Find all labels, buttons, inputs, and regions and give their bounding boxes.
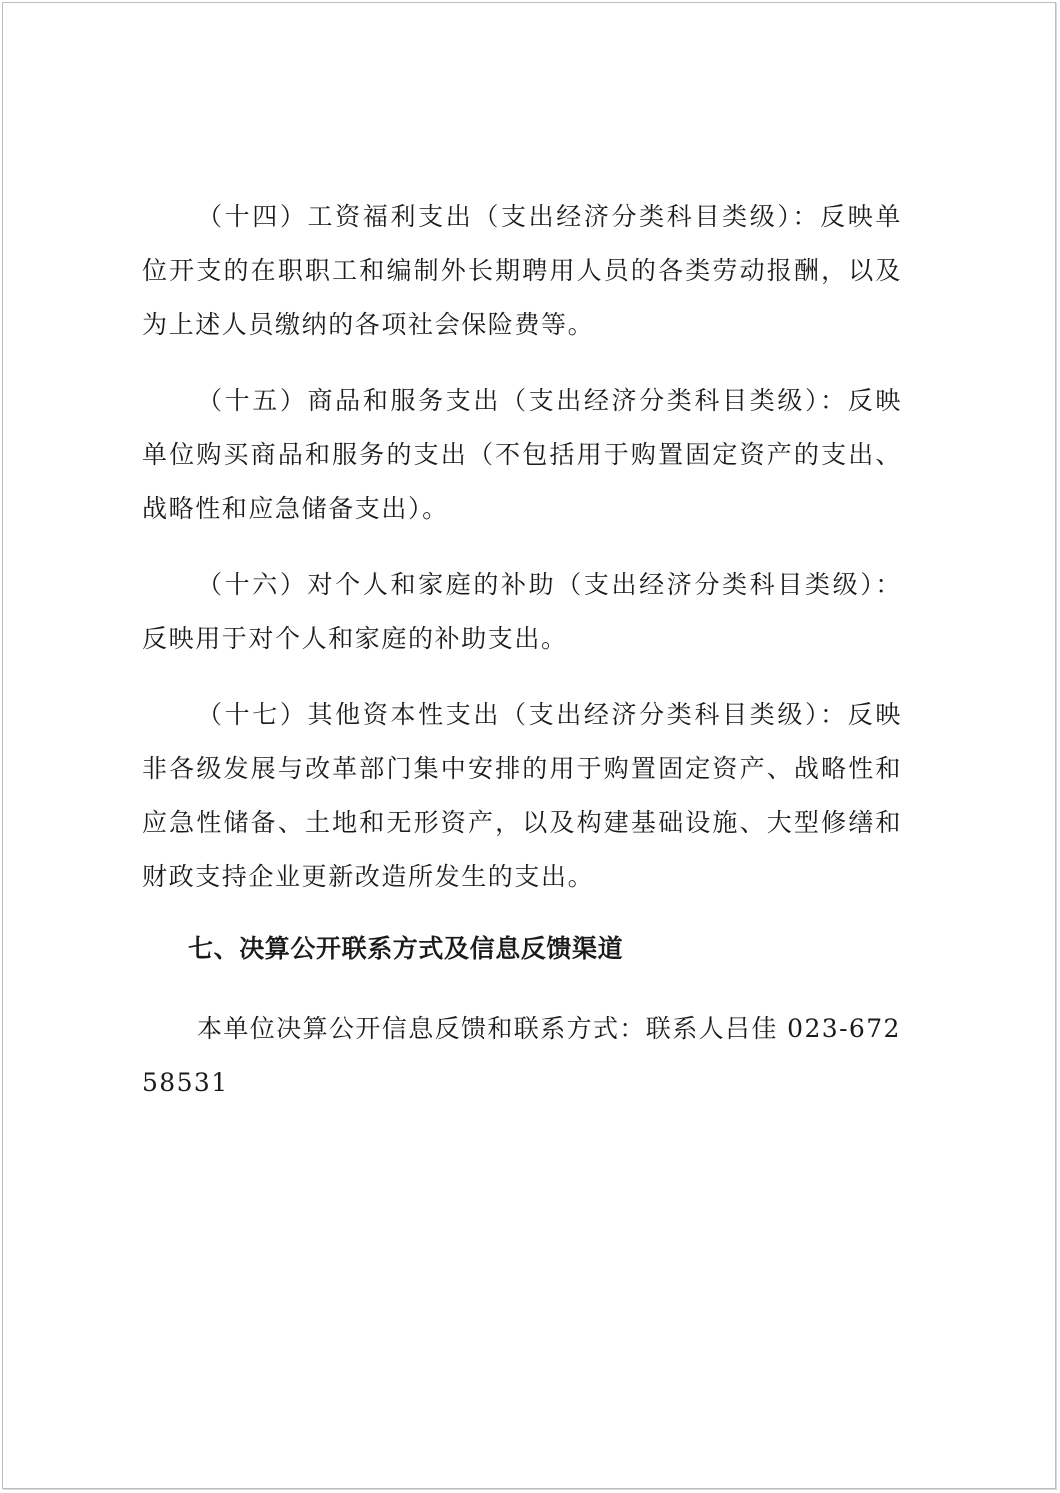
document-body <box>142 190 902 1135</box>
section-heading-contact: 七、决算公开联系方式及信息反馈渠道 <box>188 934 624 963</box>
paragraph-17-other-capital: （十七）其他资本性支出（支出经济分类科目类级）：反映非各级发展与改革部门集中安排的用于购置固定资产、战略性和应急性储备、土地和无形资产，以及构建基础设施、大型修缮和财政支持企业更新改造所发生的支出。 <box>142 700 902 891</box>
paragraph-14-wages-benefits: （十四）工资福利支出（支出经济分类科目类级）：反映单位开支的在职职工和编制外长期聘用人员的各类劳动报酬，以及为上述人员缴纳的各项社会保险费等。 <box>142 202 902 339</box>
paragraph-16-household-subsidies: （十六）对个人和家庭的补助（支出经济分类科目类级）：反映用于对个人和家庭的补助支出。 <box>142 570 902 653</box>
paragraph-15-goods-services: （十五）商品和服务支出（支出经济分类科目类级）：反映单位购买商品和服务的支出（不包括用于购置固定资产的支出、战略性和应急储备支出）。 <box>142 386 902 523</box>
contact-info: 本单位决算公开信息反馈和联系方式：联系人吕佳 023-67258531 <box>142 1014 901 1097</box>
